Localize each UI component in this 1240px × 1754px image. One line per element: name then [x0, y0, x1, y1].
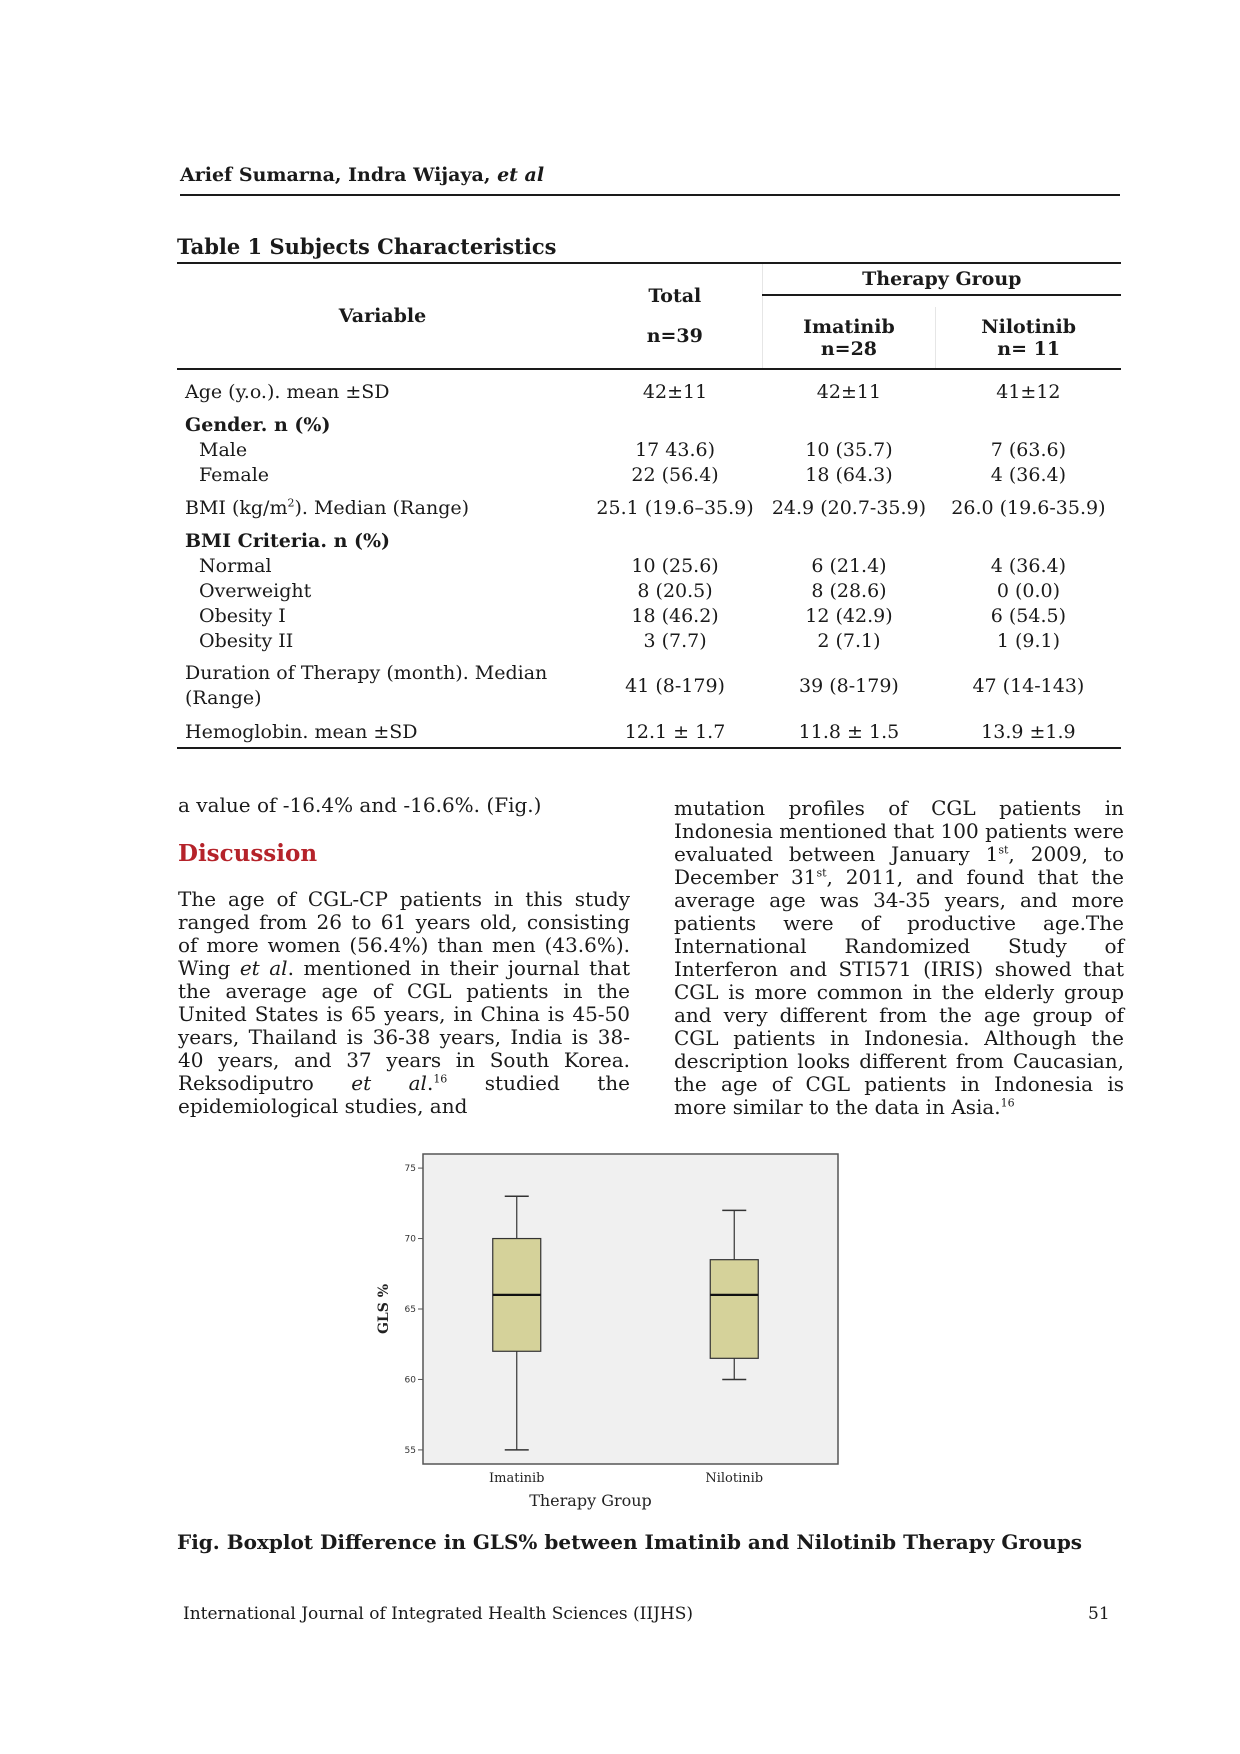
- table-row: [177, 717, 1121, 748]
- header-total-n: n=39: [646, 325, 703, 347]
- table-row: [177, 462, 1121, 487]
- y-tick-label: 55: [404, 1445, 416, 1456]
- cell-nilotinib: 0 (0.0): [996, 579, 1060, 602]
- cell-total: 12.1 ± 1.7: [588, 717, 762, 748]
- header-imatinib-n: n=28: [820, 337, 878, 360]
- cell-nilotinib: 47 (14-143): [972, 675, 1085, 697]
- header-therapy-group: Therapy Group: [762, 263, 1121, 295]
- row-label: Overweight: [199, 579, 312, 602]
- y-tick-label: 65: [404, 1305, 416, 1315]
- running-head: [180, 164, 1120, 196]
- table-row: [177, 528, 1121, 553]
- cell-imatinib: 11.8 ± 1.5: [762, 717, 936, 748]
- header-total-label: Total: [648, 285, 702, 307]
- row-label: Male: [199, 438, 248, 461]
- cell-total: 22 (56.4): [631, 463, 719, 486]
- cell-imatinib: 8 (28.6): [811, 579, 887, 602]
- row-group-label: Gender. n (%): [185, 413, 331, 436]
- cell-total: 42±11: [642, 380, 708, 403]
- row-label: Female: [199, 463, 270, 486]
- table-title: Table 1 Subjects Characteristics: [177, 234, 557, 259]
- cell-imatinib: 6 (21.4): [811, 554, 887, 577]
- header-total: [588, 263, 762, 369]
- header-nilotinib-n: n= 11: [997, 337, 1061, 360]
- cell-total: 17 43.6): [635, 438, 716, 461]
- header-imatinib: [762, 307, 936, 369]
- intro-line: a value of -16.4% and -16.6%. (Fig.): [178, 793, 542, 817]
- x-axis-label: Therapy Group: [529, 1491, 652, 1510]
- cell-imatinib: 12 (42.9): [805, 604, 893, 627]
- running-head-authors: Arief Sumarna, Indra Wijaya,: [180, 164, 498, 186]
- characteristics-table: [177, 262, 1121, 749]
- row-label: Obesity I: [199, 604, 286, 627]
- cell-nilotinib: 6 (54.5): [990, 604, 1067, 627]
- row-label: Obesity II: [199, 629, 294, 652]
- cell-total: 3 (7.7): [643, 629, 707, 652]
- row-group-label: BMI Criteria. n (%): [185, 529, 391, 552]
- cell-nilotinib: 41±12: [996, 380, 1061, 403]
- cell-nilotinib: 7 (63.6): [990, 438, 1067, 461]
- cell-total: 18 (46.2): [631, 604, 719, 627]
- page-number: 51: [1088, 1604, 1110, 1624]
- table-row: [177, 437, 1121, 462]
- table-row: [177, 379, 1121, 404]
- table-row: [177, 628, 1121, 653]
- table-row: [177, 495, 1121, 520]
- table-row: [177, 412, 1121, 437]
- table-row: [177, 578, 1121, 603]
- table-row: [177, 603, 1121, 628]
- row-label: Age (y.o.). mean ±SD: [185, 380, 390, 403]
- cell-imatinib: 42±11: [816, 380, 882, 403]
- cell-imatinib: 39 (8-179): [799, 675, 899, 697]
- running-head-etal: et al: [497, 164, 545, 186]
- table-row: [177, 553, 1121, 578]
- section-heading-discussion: Discussion: [178, 840, 318, 867]
- boxplot-chart: [370, 1140, 850, 1510]
- row-label-bmi: BMI $(kg/m^2)$. Median (Range): [185, 496, 470, 519]
- box-nilotinib: [710, 1260, 758, 1359]
- cell-nilotinib: 4 (36.4): [990, 554, 1067, 577]
- y-tick-label: 75: [404, 1164, 416, 1175]
- cell-total: 8 (20.5): [637, 579, 713, 602]
- x-tick-label: Imatinib: [489, 1471, 545, 1486]
- header-nilotinib-label: Nilotinib: [981, 315, 1077, 338]
- row-label: Hemoglobin. mean ±SD: [177, 717, 588, 748]
- row-label: Normal: [199, 554, 272, 577]
- cell-nilotinib: 4 (36.4): [990, 463, 1067, 486]
- y-tick-label: 60: [404, 1375, 416, 1386]
- row-label-duration: Duration of Therapy (month). Median (Range): [185, 662, 548, 709]
- cell-imatinib: 10 (35.7): [805, 438, 893, 461]
- x-tick-label: Nilotinib: [705, 1471, 764, 1486]
- discussion-paragraph: The age of CGL-CP patients in this study ranged from 26 to 61 years old, consisting of more women (56.4%) than men (43.6%). Wing et al. mentioned in their journal that the average age of CGL patients in the United States is 65 years, in China is 45-50 years, Thailand is 36-38 years, India is 38-40 years, and 37 years in South Korea. Reksodiputro et al.$^{16}$ studied the epidemiological studies, and: [178, 887, 630, 1118]
- boxplot-figure: [370, 1140, 850, 1510]
- header-imatinib-label: Imatinib: [803, 315, 895, 338]
- cell-total: 41 (8-179): [625, 675, 725, 697]
- cell-imatinib: 18 (64.3): [805, 463, 893, 486]
- table-row: [177, 661, 1121, 711]
- y-axis-label: GLS %: [376, 1283, 392, 1335]
- figure-caption: Fig. Boxplot Difference in GLS% between Imatinib and Nilotinib Therapy Groups: [177, 1530, 1083, 1554]
- header-nilotinib: [936, 307, 1121, 369]
- header-variable: Variable: [338, 305, 427, 327]
- cell-nilotinib: 13.9 ±1.9: [936, 717, 1121, 748]
- cell-total: 25.1 (19.6–35.9): [596, 496, 754, 519]
- cell-total: 10 (25.6): [631, 554, 719, 577]
- footer-journal: International Journal of Integrated Health Sciences (IIJHS): [183, 1604, 693, 1624]
- cell-nilotinib: 1 (9.1): [996, 629, 1060, 652]
- cell-imatinib: 2 (7.1): [817, 629, 881, 652]
- cell-nilotinib: 26.0 (19.6-35.9): [951, 496, 1106, 519]
- y-tick-label: 70: [404, 1234, 416, 1245]
- cell-imatinib: 24.9 (20.7-35.9): [771, 496, 927, 519]
- plot-area: [423, 1154, 838, 1464]
- right-column-paragraph: mutation profiles of CGL patients in Indonesia mentioned that 100 patients were evaluated between January 1st, 2009, to December 31st, 2011, and found that the average age was 34-35 years, and more patients were of productive age.The International Randomized Study of Interferon and STI571 (IRIS) showed that CGL is more common in the elderly group and very different from the age group of CGL patients in Indonesia. Although the description looks different from Caucasian, the age of CGL patients in Indonesia is more similar to the data in Asia.$^{16}$: [674, 796, 1125, 1119]
